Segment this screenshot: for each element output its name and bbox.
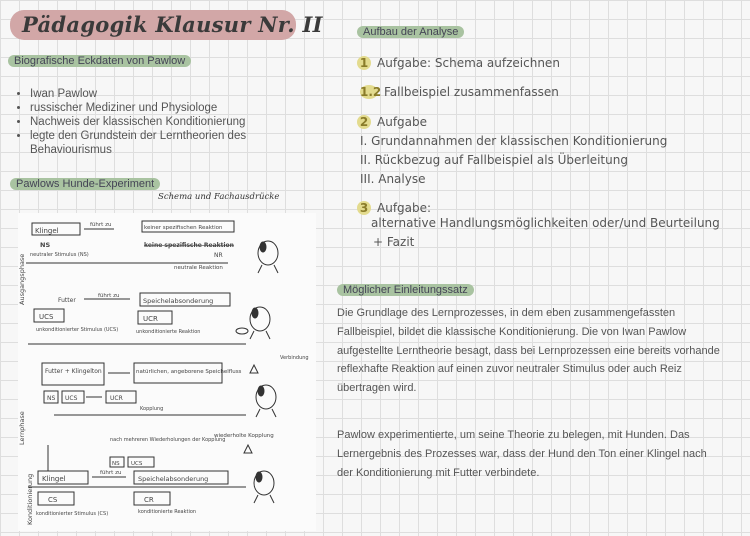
aufbau-item: 1.2 Fallbeispiel zusammenfassen (360, 85, 559, 99)
stage1-ns: NS (40, 241, 51, 249)
stage1-bell-box: Klingel (35, 227, 59, 235)
diagram-svg (18, 213, 316, 531)
bio-item: • russischer Mediziner und Physiologe (30, 101, 310, 115)
stage2-ucr: UCR (143, 315, 158, 323)
roman-item: I. Grundannahmen der klassischen Konditionierung (360, 134, 668, 148)
bio-heading: Biografische Eckdaten von Pawlow (8, 55, 191, 67)
stage3-ucs: UCS (65, 395, 78, 402)
stage1-note: keine spezifische Reaktion (144, 242, 234, 249)
item3-sub: + Fazit (373, 235, 415, 249)
stage4-ns: NS (112, 461, 120, 467)
item-number: 1 (357, 56, 371, 70)
item-number: 3 (357, 201, 371, 215)
experiment-heading: Pawlows Hunde-Experiment (10, 178, 160, 190)
scheme-label: Schema und Fachausdrücke (158, 192, 280, 202)
stage2-right-box: Speichelabsonderung (143, 297, 214, 305)
item-number: 2 (357, 115, 371, 129)
stage4-cs-label: konditionierter Stimulus (CS) (36, 511, 109, 517)
stage2-arrow-label: führt zu (98, 293, 120, 299)
bio-item: • Nachweis der klassischen Konditionierung (30, 115, 310, 129)
intro-paragraph-1: Die Grundlage des Lernprozesses, in dem eben zusammengefassten Fallbeispiel, bildet die klassische Konditionierung. Die von Iwan Pawlow aufgestellte Lerntheorie besagt, dass bei Lernprozessen eine bereits vorhande reflexhafte Reaktion auf einen zuvor neutraler Stimulus oder auch Reiz übertragen wird. (337, 307, 720, 395)
stage4-note: nach mehreren Wiederholungen der Kopplung (110, 437, 226, 443)
intro-paragraph-2: Pawlow experimentierte, um seine Theorie zu belegen, mit Hunden. Das Lernergebnis des Prozesses war, dass der Hund den Ton einer Klingel nach der Konditionierung mit Futter verbindete. (337, 429, 707, 479)
aufbau-item: 1 Aufgabe: Schema aufzeichnen (357, 56, 560, 70)
stage2-ucr-label: unkonditionierte Reaktion (136, 329, 201, 335)
stage4-arrow-label: führt zu (100, 470, 122, 476)
dog-drawing-icon (244, 445, 274, 503)
roman-item: III. Analyse (360, 172, 426, 186)
stage3-ucr: UCR (110, 395, 123, 402)
aufbau-item: 2 Aufgabe (357, 115, 427, 129)
stage2-food: Futter (58, 297, 76, 304)
stage3-left-box: Futter + Klingelton (45, 368, 102, 375)
aufbau-item: 3 Aufgabe: (357, 201, 431, 215)
stage3-note-bottom: wiederholte Kopplung (214, 433, 274, 439)
stage1-right-box: keiner spezifischen Reaktion (144, 225, 223, 231)
stage2-ucs: UCS (39, 313, 54, 321)
stage1-nr: NR (214, 252, 223, 259)
stage4-right-box: Speichelabsonderung (138, 475, 209, 483)
stage3-note-right: Verbindung (280, 355, 309, 361)
aufbau-heading: Aufbau der Analyse (357, 26, 464, 38)
dog-drawing-icon (250, 365, 276, 417)
stage2-ucs-label: unkonditionierter Stimulus (UCS) (36, 327, 119, 333)
pawlow-diagram (18, 213, 316, 531)
roman-item: II. Rückbezug auf Fallbeispiel als Überleitung (360, 153, 628, 167)
item-number: 1.2 (360, 85, 382, 99)
stage1-ns-label: neutraler Stimulus (NS) (30, 252, 89, 258)
stage1-nr-label: neutrale Reaktion (174, 265, 223, 271)
dog-drawing-icon (258, 241, 278, 273)
side-label: Ausgangsphase (18, 253, 26, 305)
stage3-right-box: natürlichen, angeborene Speichelfluss (136, 369, 242, 375)
einleitung-heading: Möglicher Einleitungssatz (337, 284, 474, 296)
stage1-arrow-label: führt zu (90, 222, 112, 228)
stage4-cr: CR (144, 496, 154, 504)
stage4-bell-box: Klingel (42, 475, 66, 483)
bio-item: • Iwan Pawlow (30, 87, 310, 101)
stage3-note-mid: Kopplung (140, 406, 164, 412)
item3-sub: alternative Handlungsmöglichkeiten oder/und Beurteilung (371, 216, 720, 230)
side-label: Lernphase (18, 411, 26, 445)
dog-drawing-icon (236, 307, 270, 339)
bio-item: • legte den Grundstein der Lerntheorien des Behaviourismus (30, 129, 310, 157)
stage4-ucs: UCS (131, 461, 143, 467)
side-label: Konditionierung (26, 473, 34, 525)
page-title: Pädagogik Klausur Nr. II (10, 10, 296, 40)
stage4-cs: CS (48, 496, 58, 504)
stage4-cr-label: konditionierte Reaktion (138, 509, 197, 515)
stage3-ns: NS (47, 395, 56, 402)
bio-list (10, 87, 310, 157)
